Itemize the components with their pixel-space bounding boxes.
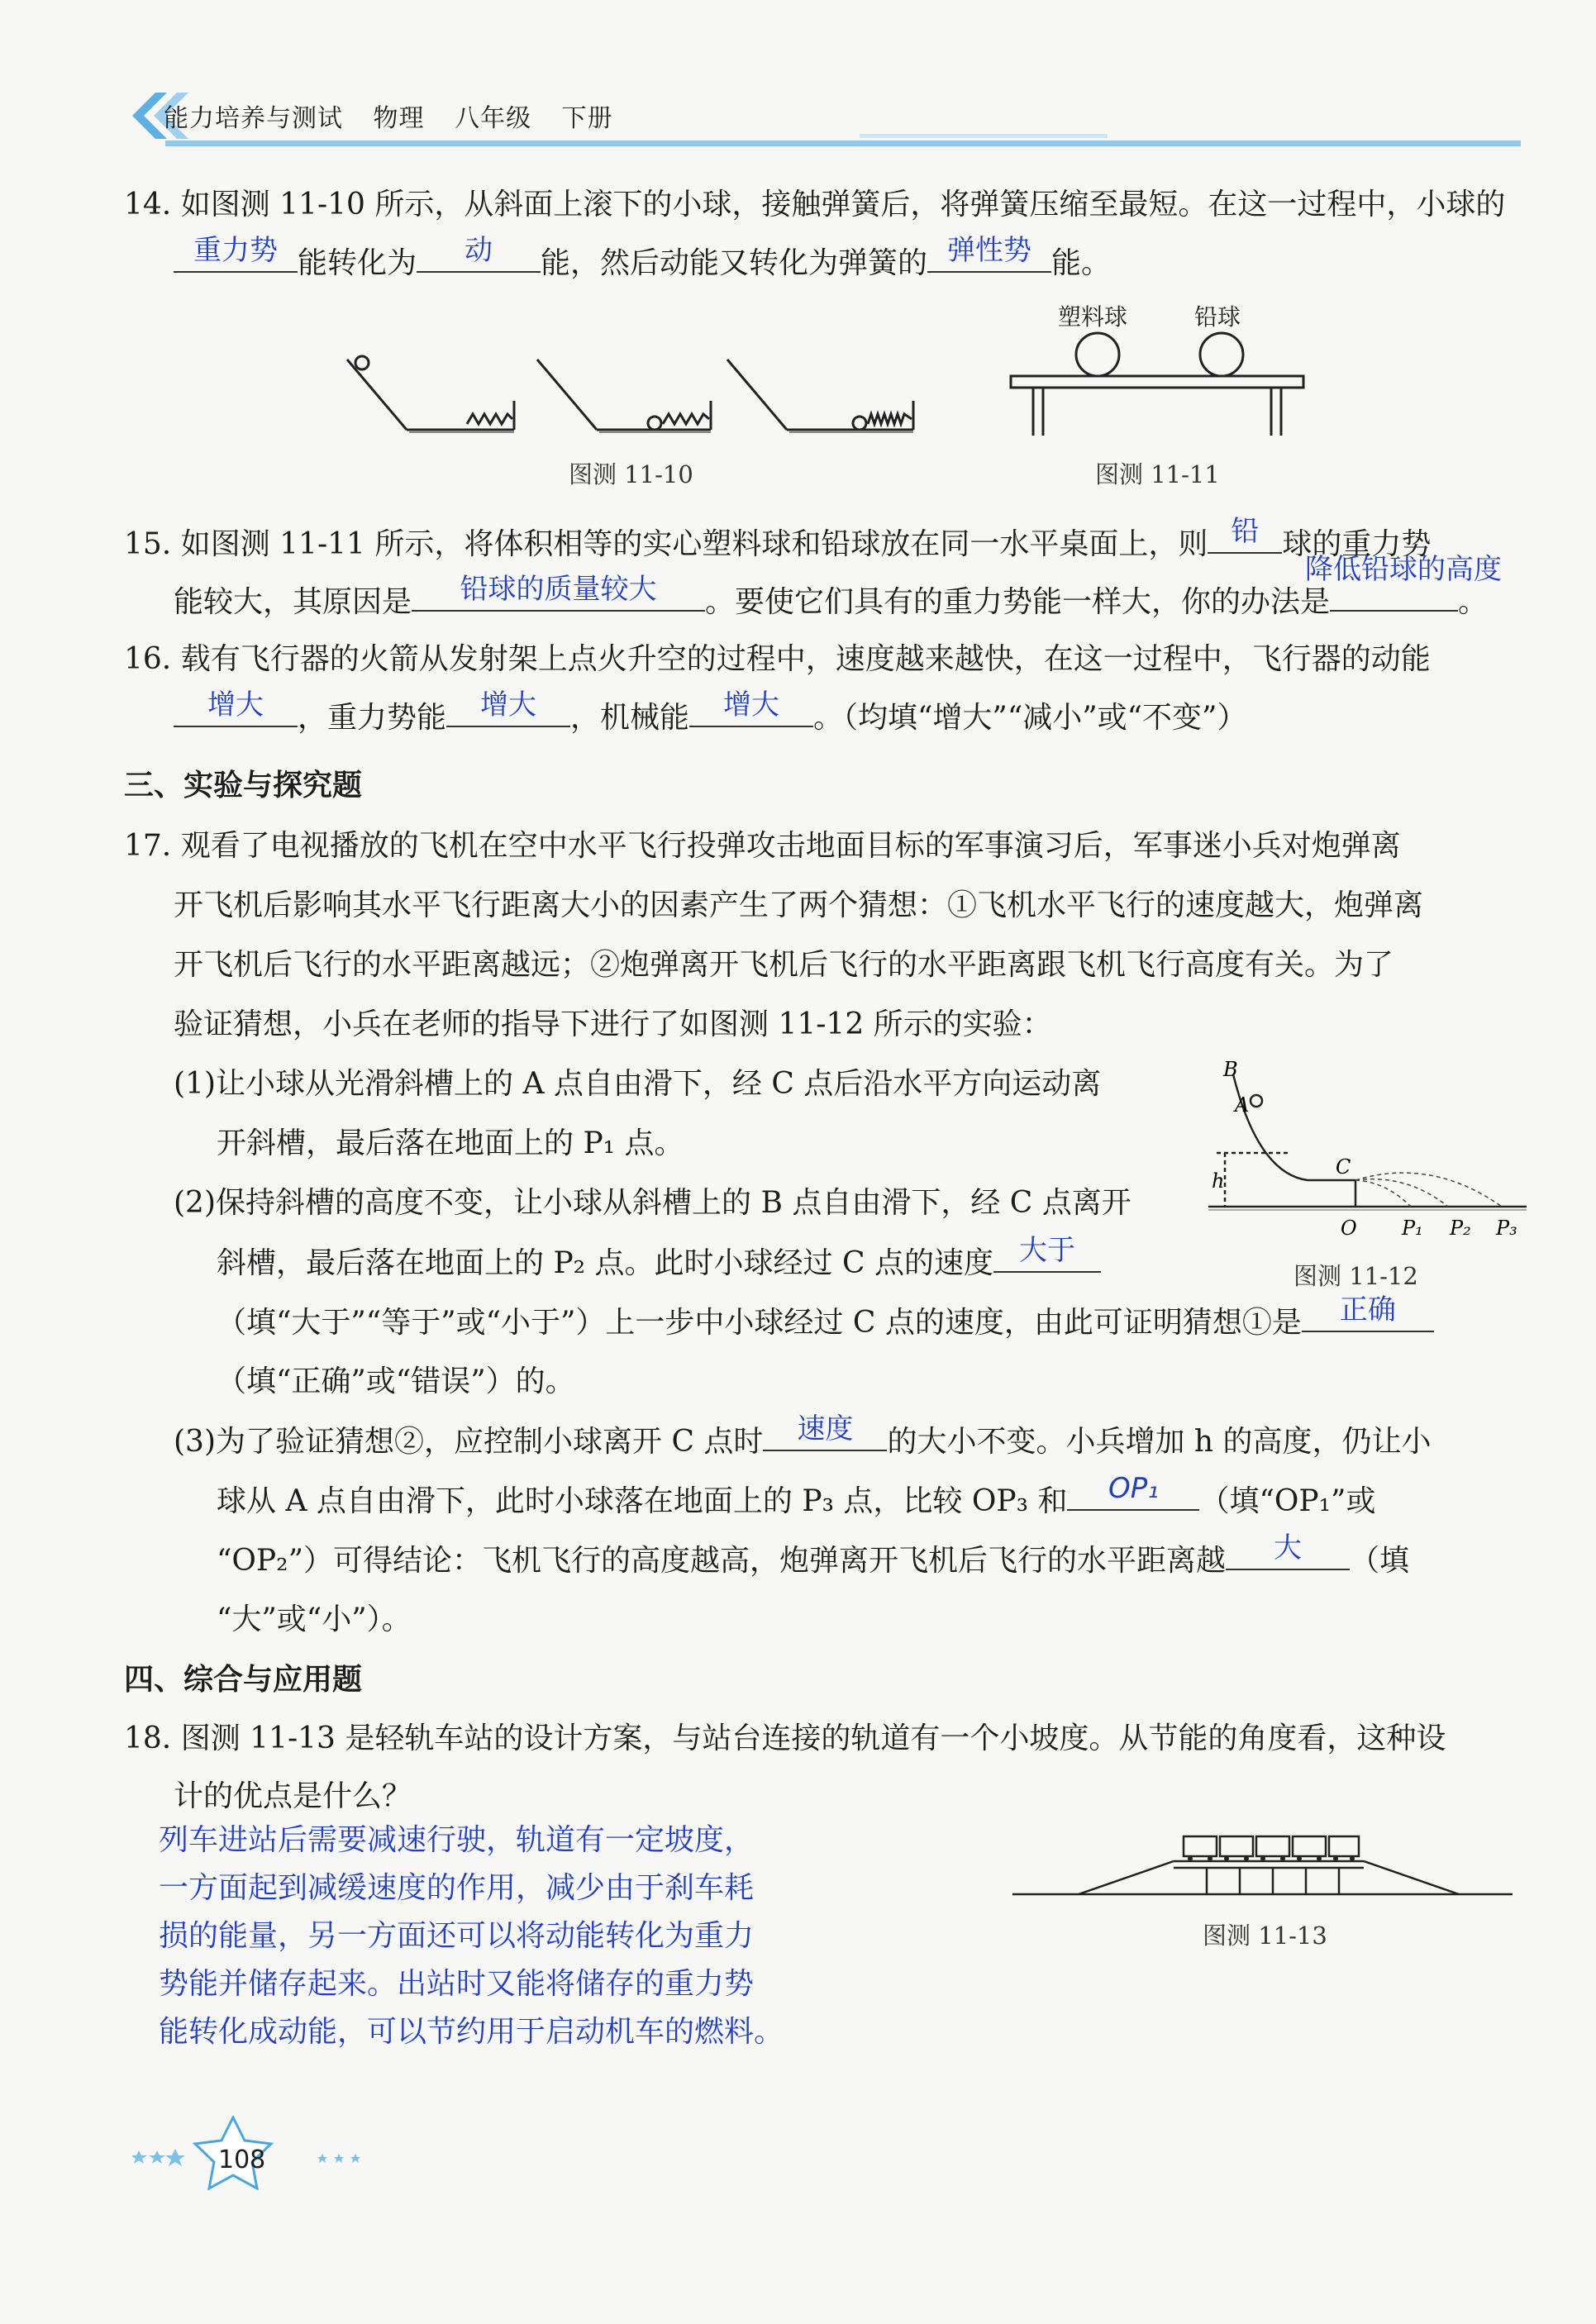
figure-11-13-caption: 图测 11-13 [1203,1922,1327,1950]
q17-blank2: 正确 [1302,1293,1434,1332]
q15-line1: 15. 如图测 11-11 所示，将体积相等的实心塑料球和铅球放在同一水平桌面上，则 铅 球的重力势 [124,515,1432,561]
fig12-label-C: C [1336,1155,1351,1179]
section-3-title: 三、实验与探究题 [124,769,363,802]
fig12-label-P2: P₂ [1450,1217,1471,1240]
q17-line1: 17. 观看了电视播放的飞机在空中水平飞行投弹攻击地面目标的军事演习后，军事迷小兵对炮弹离 [124,829,1401,863]
q17-line4: 验证猜想，小兵在老师的指导下进行了如图测 11-12 所示的实验： [174,1007,1052,1041]
q15-blank2: 铅球的质量较大 [412,572,705,612]
q17-blank3: 速度 [763,1412,887,1451]
running-header [164,98,635,134]
q17-part3-line1: (3)为了验证猜想②，应控制小球离开 C 点时 速度 的大小不变。小兵增加 h 的高度，仍让小 [174,1412,1432,1459]
q18-answer-line: 能转化成动能，可以节约用于启动机车的燃料。 [159,2015,784,2049]
label-plastic-ball: 塑料球 [1058,303,1128,331]
q18-answer [159,1817,784,2056]
q16-blank3: 增大 [689,688,813,727]
q18-line2: 计的优点是什么？ [174,1779,412,1813]
q18-answer-line: 势能并储存起来。出站时又能将储存的重力势 [159,1967,755,2001]
header-subject: 物理 [373,104,425,133]
q14-line2: 重力势 能转化为 动 能，然后动能又转化为弹簧的 弹性势 能。 [174,233,1111,293]
q16-blank2: 增大 [446,688,570,727]
fig12-label-O: O [1341,1217,1357,1240]
header-book: 能力培养与测试 [164,104,343,133]
figure-11-12-caption: 图测 11-12 [1293,1262,1418,1290]
fig12-label-P1: P₁ [1402,1217,1423,1240]
q14-blank3: 弹性势 [927,233,1051,273]
fig12-label-A: A [1235,1093,1250,1117]
figure-11-11 [1008,326,1314,442]
q17-blank5: 大 [1226,1531,1350,1570]
q14-blank2: 动 [417,233,541,273]
figure-11-12 [1208,1058,1531,1248]
q17-blank4: OP₁ [1067,1471,1199,1511]
q17-part2-line2: 斜槽，最后落在地面上的 P₂ 点。此时小球经过 C 点的速度 大于 [217,1233,1101,1293]
q17-part3-line4: “大”或“小”）。 [217,1603,412,1636]
fig12-label-P3: P₃ [1496,1217,1517,1240]
q15-blank3: 降低铅球的高度 [1330,572,1458,612]
q17-part2-line4: （填“正确”或“错误”）的。 [217,1364,575,1398]
q18-line1: 18. 图测 11-13 是轻轨车站的设计方案，与站台连接的轨道有一个小坡度。从节能的角度看，这种设 [124,1722,1446,1755]
q15-blank1: 铅 [1208,514,1282,554]
q17-part2-line3: （填“大于”“等于”或“小于”）上一步中小球经过 C 点的速度，由此可证明猜想①是 正确 [217,1293,1434,1353]
q14-blank1: 重力势 [174,233,298,273]
q18-answer-line: 一方面起到减缓速度的作用，减少由于刹车耗 [159,1871,755,1905]
q15-line2: 能较大，其原因是 铅球的质量较大 。要使它们具有的重力势能一样大，你的办法是 降低铅球的高度 。 [174,553,1503,619]
q16-blank1: 增大 [174,688,298,727]
q17-line3: 开飞机后飞行的水平距离越远；②炮弹离开飞机后飞行的水平距离跟飞机飞行高度有关。为了 [174,948,1394,982]
header-grade: 八年级 [455,104,532,133]
q17-part3-line3: “OP₂”）可得结论：飞机飞行的高度越高，炮弹离开飞机后飞行的水平距离越 大 （填 [217,1531,1409,1578]
q16-line2: 增大 ，重力势能 增大 ，机械能 增大 。（均填“增大”“减小”或“不变”） [174,688,1246,748]
q17-part1-line2: 开斜槽，最后落在地面上的 P₁ 点。 [217,1126,684,1160]
q18-answer-line: 列车进站后需要减速行驶，轨道有一定坡度， [159,1823,755,1857]
q17-part1-line1: (1)让小球从光滑斜槽上的 A 点自由滑下，经 C 点后沿水平方向运动离 [174,1067,1102,1101]
header-volume: 下册 [561,104,613,133]
figure-11-11-caption: 图测 11-11 [1095,460,1220,488]
label-lead-ball: 铅球 [1194,303,1241,331]
figure-11-13 [1008,1818,1521,1909]
figure-11-10 [331,343,926,442]
q17-blank1: 大于 [993,1233,1101,1273]
section-4-title: 四、综合与应用题 [124,1663,363,1697]
q17-part3-line2: 球从 A 点自由滑下，此时小球落在地面上的 P₃ 点，比较 OP₃ 和 OP₁ （填“OP₁”或 [217,1472,1376,1518]
q18-answer-line: 损的能量，另一方面还可以将动能转化为重力 [159,1919,755,1953]
fig12-label-B: B [1223,1058,1238,1081]
page-number: 108 [218,2145,266,2174]
figure-11-10-caption: 图测 11-10 [569,460,693,488]
q17-part2-line1: (2)保持斜槽的高度不变，让小球从斜槽上的 B 点自由滑下，经 C 点离开 [174,1186,1131,1220]
q16-line1: 16. 载有飞行器的火箭从发射架上点火升空的过程中，速度越来越快，在这一过程中，飞行器的动能 [124,642,1431,676]
fig12-label-h: h [1212,1169,1225,1193]
q14-line1: 14. 如图测 11-10 所示，从斜面上滚下的小球，接触弹簧后，将弹簧压缩至最短。在这一过程中，小球的 [124,188,1506,221]
q17-line2: 开飞机后影响其水平飞行距离大小的因素产生了两个猜想：①飞机水平飞行的速度越大，炮弹离 [174,888,1424,922]
